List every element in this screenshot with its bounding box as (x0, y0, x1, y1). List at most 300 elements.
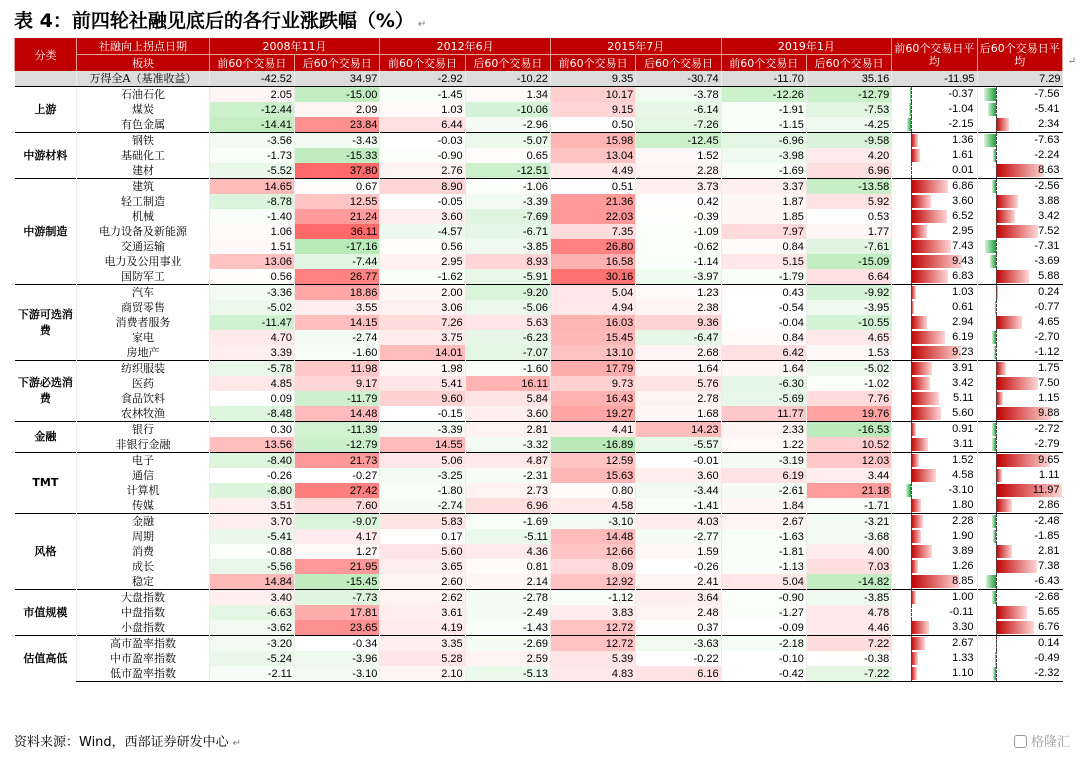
avg-bar-cell (977, 559, 1062, 574)
table-row (15, 133, 1063, 149)
value-cell: -3.78 (636, 87, 721, 103)
value-cell: -0.05 (380, 194, 465, 209)
value-cell: -3.20 (209, 636, 294, 652)
sector-name: 银行 (77, 422, 210, 438)
value-cell: -0.09 (721, 620, 806, 636)
value-cell: 18.86 (295, 285, 380, 301)
avg-bar (911, 637, 926, 650)
sector-name: 房地产 (77, 345, 210, 361)
value-cell: 1.53 (806, 345, 891, 361)
bar-axis (996, 239, 997, 254)
avg-bar-cell (977, 483, 1062, 498)
value-cell: 1.23 (636, 285, 721, 301)
value-cell: 12.72 (550, 636, 635, 652)
avg-bar (911, 407, 942, 420)
value-cell: -2.18 (721, 636, 806, 652)
bar-axis (996, 620, 997, 635)
header-period-2019: 2019年1月 (721, 38, 892, 55)
value-cell: 10.17 (550, 87, 635, 103)
avg-value: -0.49 (1034, 652, 1060, 664)
table-row (15, 468, 1063, 483)
bar-axis (911, 605, 912, 620)
bar-axis (996, 87, 997, 102)
avg-bar (911, 270, 948, 283)
value-cell: -16.53 (806, 422, 891, 438)
value-cell: 16.03 (550, 315, 635, 330)
avg-bar-cell (977, 345, 1062, 361)
sector-name: 基础化工 (77, 148, 210, 163)
value-cell: -7.69 (465, 209, 550, 224)
value-cell: -1.09 (636, 224, 721, 239)
avg-bar-cell (977, 468, 1062, 483)
sector-name: 轻工制造 (77, 194, 210, 209)
paragraph-mark: ↵ (1067, 56, 1076, 67)
value-cell: -12.79 (295, 437, 380, 453)
watermark: 格隆汇 (1014, 731, 1070, 750)
header-after: 后60个交易日 (465, 55, 550, 72)
value-cell: 23.65 (295, 620, 380, 636)
value-cell: 7.35 (550, 224, 635, 239)
benchmark-value: -11.70 (721, 71, 806, 87)
avg-value: 6.19 (952, 331, 974, 343)
value-cell: -0.22 (636, 651, 721, 666)
bar-axis (996, 330, 997, 345)
value-cell: 7.26 (380, 315, 465, 330)
table-row (15, 574, 1063, 590)
value-cell: -0.88 (209, 544, 294, 559)
avg-value: 5.65 (1038, 606, 1060, 618)
header-after: 后60个交易日 (295, 55, 380, 72)
avg-value: 7.38 (1038, 560, 1060, 572)
bar-axis (996, 391, 997, 406)
avg-value: -7.56 (1034, 88, 1060, 100)
avg-value: 2.95 (952, 225, 974, 237)
avg-value: -2.72 (1034, 423, 1060, 435)
header-inflection-date: 社融向上拐点日期 (77, 38, 210, 55)
value-cell: -0.15 (380, 406, 465, 422)
bar-axis (911, 468, 912, 483)
avg-bar (911, 621, 929, 634)
bar-axis (996, 574, 997, 589)
value-cell: 2.00 (380, 285, 465, 301)
avg-bar-cell (977, 209, 1062, 224)
value-cell: -5.13 (465, 666, 550, 682)
avg-bar-cell (892, 666, 977, 682)
bar-axis (911, 285, 912, 300)
bar-axis (911, 239, 912, 254)
group-label: TMT (15, 453, 77, 514)
value-cell: -3.63 (636, 636, 721, 652)
bar-axis (911, 620, 912, 635)
avg-bar-cell (892, 163, 977, 179)
value-cell: 2.78 (636, 391, 721, 406)
avg-value: -0.37 (948, 88, 974, 100)
table-row (15, 194, 1063, 209)
sector-name: 稳定 (77, 574, 210, 590)
table-row (15, 605, 1063, 620)
table-row (15, 422, 1063, 438)
value-cell: -15.45 (295, 574, 380, 590)
avg-bar-cell (892, 574, 977, 590)
bar-axis (996, 666, 997, 681)
value-cell: 1.34 (465, 87, 550, 103)
bar-axis (996, 483, 997, 498)
value-cell: 2.09 (295, 102, 380, 117)
value-cell: -0.01 (636, 453, 721, 469)
value-cell: 3.60 (636, 468, 721, 483)
value-cell: -0.04 (721, 315, 806, 330)
value-cell: -7.07 (465, 345, 550, 361)
value-cell: -9.58 (806, 133, 891, 149)
header-before: 前60个交易日 (721, 55, 806, 72)
bar-axis (911, 437, 912, 452)
value-cell: 21.18 (806, 483, 891, 498)
value-cell: 6.96 (806, 163, 891, 179)
value-cell: -5.41 (209, 529, 294, 544)
bar-axis (911, 102, 912, 117)
value-cell: -2.74 (380, 498, 465, 514)
avg-bar-cell (892, 483, 977, 498)
value-cell: 2.59 (465, 651, 550, 666)
avg-bar (911, 240, 952, 253)
sector-name: 中市盈率指数 (77, 651, 210, 666)
avg-value: 1.33 (952, 652, 974, 664)
value-cell: 4.85 (209, 376, 294, 391)
bar-axis (996, 148, 997, 163)
value-cell: 4.83 (550, 666, 635, 682)
value-cell: -6.63 (209, 605, 294, 620)
benchmark-value: 9.35 (550, 71, 635, 87)
avg-bar (911, 392, 939, 405)
avg-bar (984, 88, 996, 101)
avg-bar (911, 180, 949, 193)
value-cell: -9.07 (295, 514, 380, 530)
value-cell: 1.03 (380, 102, 465, 117)
value-cell: -6.71 (465, 224, 550, 239)
value-cell: 6.96 (465, 498, 550, 514)
bar-axis (911, 209, 912, 224)
table-row (15, 102, 1063, 117)
value-cell: 1.06 (209, 224, 294, 239)
avg-value: -3.10 (948, 484, 974, 496)
avg-bar-cell (977, 315, 1062, 330)
value-cell: -1.80 (380, 483, 465, 498)
avg-value: 1.00 (952, 591, 974, 603)
value-cell: -0.03 (380, 133, 465, 149)
value-cell: -3.97 (636, 269, 721, 285)
table-row (15, 483, 1063, 498)
avg-value: -7.31 (1034, 240, 1060, 252)
bar-axis (996, 636, 997, 651)
value-cell: 1.64 (636, 361, 721, 377)
avg-bar (911, 560, 918, 573)
avg-bar-cell (892, 514, 977, 530)
value-cell: 14.48 (550, 529, 635, 544)
avg-bar-cell (892, 590, 977, 606)
avg-value: 1.36 (952, 134, 974, 146)
value-cell: 14.23 (636, 422, 721, 438)
value-cell: 3.40 (209, 590, 294, 606)
avg-value: 1.61 (952, 149, 974, 161)
bar-axis (911, 406, 912, 421)
bar-axis (996, 605, 997, 620)
avg-value: 1.10 (952, 667, 974, 679)
bar-axis (996, 163, 997, 178)
sector-name: 食品饮料 (77, 391, 210, 406)
avg-bar-cell (892, 102, 977, 117)
value-cell: -0.34 (295, 636, 380, 652)
group-label: 金融 (15, 422, 77, 453)
avg-bar (911, 530, 921, 543)
value-cell: 5.83 (380, 514, 465, 530)
value-cell: 4.20 (806, 148, 891, 163)
avg-bar (911, 652, 918, 665)
value-cell: -6.30 (721, 376, 806, 391)
avg-bar-cell (892, 345, 977, 361)
value-cell: 4.19 (380, 620, 465, 636)
group-label: 风格 (15, 514, 77, 590)
avg-value: 0.01 (952, 164, 974, 176)
value-cell: 11.98 (295, 361, 380, 377)
bar-axis (911, 179, 912, 194)
bar-axis (996, 254, 997, 269)
avg-value: 3.42 (1038, 210, 1060, 222)
table-row (15, 315, 1063, 330)
value-cell: -1.69 (465, 514, 550, 530)
group-label: 中游材料 (15, 133, 77, 179)
value-cell: 36.11 (295, 224, 380, 239)
avg-value: -5.41 (1034, 103, 1060, 115)
avg-bar-cell (892, 133, 977, 149)
avg-bar (911, 210, 947, 223)
avg-value: 9.88 (1038, 407, 1060, 419)
value-cell: 15.98 (550, 133, 635, 149)
value-cell: 21.36 (550, 194, 635, 209)
bar-axis (996, 651, 997, 666)
value-cell: 2.95 (380, 254, 465, 269)
bar-axis (911, 590, 912, 605)
value-cell: -1.02 (806, 376, 891, 391)
value-cell: 2.05 (209, 87, 294, 103)
table-title: 表 4：前四轮社融见底后的各行业涨跌幅（%） ↵ (14, 10, 427, 32)
value-cell: 1.87 (721, 194, 806, 209)
avg-bar (985, 240, 996, 253)
bar-axis (996, 422, 997, 437)
avg-bar-cell (892, 194, 977, 209)
sector-name: 建筑 (77, 179, 210, 195)
bar-axis (996, 468, 997, 483)
table-row (15, 559, 1063, 574)
avg-bar-cell (977, 133, 1062, 149)
avg-value: -6.43 (1034, 575, 1060, 587)
group-label: 中游制造 (15, 179, 77, 285)
avg-value: -0.11 (949, 606, 974, 618)
value-cell: 6.42 (721, 345, 806, 361)
value-cell: -5.07 (465, 133, 550, 149)
bar-axis (911, 376, 912, 391)
value-cell: -2.74 (295, 330, 380, 345)
benchmark-group-cell (15, 71, 77, 87)
value-cell: -3.85 (806, 590, 891, 606)
value-cell: -10.06 (465, 102, 550, 117)
value-cell: 2.67 (721, 514, 806, 530)
table-row (15, 239, 1063, 254)
value-cell: 9.36 (636, 315, 721, 330)
value-cell: 4.49 (550, 163, 635, 179)
avg-value: 0.61 (952, 301, 974, 313)
value-cell: 12.72 (550, 620, 635, 636)
value-cell: -1.14 (636, 254, 721, 269)
avg-value: -2.70 (1034, 331, 1060, 343)
value-cell: 5.92 (806, 194, 891, 209)
group-label: 上游 (15, 87, 77, 133)
value-cell: -2.61 (721, 483, 806, 498)
value-cell: -0.27 (295, 468, 380, 483)
table-row (15, 330, 1063, 345)
value-cell: -1.06 (465, 179, 550, 195)
avg-value: 3.60 (952, 195, 974, 207)
avg-value: -1.85 (1034, 530, 1060, 542)
benchmark-value: -2.92 (380, 71, 465, 87)
table-row (15, 529, 1063, 544)
value-cell: 4.17 (295, 529, 380, 544)
sector-name: 机械 (77, 209, 210, 224)
value-cell: 2.33 (721, 422, 806, 438)
value-cell: -15.33 (295, 148, 380, 163)
avg-bar-cell (892, 620, 977, 636)
value-cell: 0.50 (550, 117, 635, 133)
bar-axis (911, 544, 912, 559)
avg-bar-cell (977, 605, 1062, 620)
value-cell: 3.55 (295, 300, 380, 315)
avg-bar-cell (892, 224, 977, 239)
value-cell: 37.80 (295, 163, 380, 179)
header-after: 后60个交易日 (806, 55, 891, 72)
value-cell: 1.22 (721, 437, 806, 453)
avg-bar-cell (892, 391, 977, 406)
value-cell: 3.37 (721, 179, 806, 195)
value-cell: 14.55 (380, 437, 465, 453)
value-cell: 2.76 (380, 163, 465, 179)
bar-axis (911, 148, 912, 163)
avg-bar-cell (977, 406, 1062, 422)
value-cell: 27.42 (295, 483, 380, 498)
value-cell: -2.77 (636, 529, 721, 544)
value-cell: -0.62 (636, 239, 721, 254)
value-cell: 15.63 (550, 468, 635, 483)
table-row (15, 285, 1063, 301)
header-before: 前60个交易日 (380, 55, 465, 72)
value-cell: -3.32 (465, 437, 550, 453)
bar-axis (911, 330, 912, 345)
sector-name: 汽车 (77, 285, 210, 301)
value-cell: -11.39 (295, 422, 380, 438)
bar-axis (911, 163, 912, 178)
bar-axis (911, 636, 912, 651)
benchmark-value: 34.97 (295, 71, 380, 87)
bar-axis (911, 483, 912, 498)
avg-bar-cell (892, 636, 977, 652)
bar-axis (911, 391, 912, 406)
sector-name: 石油石化 (77, 87, 210, 103)
value-cell: 0.84 (721, 330, 806, 345)
avg-bar-cell (892, 422, 977, 438)
value-cell: 10.52 (806, 437, 891, 453)
avg-value: 0.24 (1038, 286, 1060, 298)
avg-bar-cell (977, 224, 1062, 239)
avg-bar-cell (977, 102, 1062, 117)
avg-bar-cell (892, 179, 977, 195)
avg-bar (996, 499, 1012, 512)
bar-axis (911, 254, 912, 269)
bar-axis (996, 514, 997, 529)
value-cell: 5.04 (721, 574, 806, 590)
avg-bar-cell (977, 194, 1062, 209)
value-cell: -1.81 (721, 544, 806, 559)
value-cell: -0.39 (636, 209, 721, 224)
bar-axis (996, 300, 997, 315)
value-cell: -5.78 (209, 361, 294, 377)
value-cell: 2.68 (636, 345, 721, 361)
value-cell: -9.20 (465, 285, 550, 301)
avg-bar-cell (892, 239, 977, 254)
value-cell: -0.90 (721, 590, 806, 606)
avg-value: 4.65 (1038, 316, 1060, 328)
header-avg-before: 前60个交易日平均 (892, 38, 977, 71)
bar-axis (996, 179, 997, 194)
avg-bar-cell (977, 87, 1062, 103)
value-cell: 2.73 (465, 483, 550, 498)
avg-bar-cell (892, 544, 977, 559)
value-cell: -1.62 (380, 269, 465, 285)
value-cell: -3.36 (209, 285, 294, 301)
avg-value: 5.60 (952, 407, 974, 419)
value-cell: -1.43 (465, 620, 550, 636)
value-cell: -5.91 (465, 269, 550, 285)
avg-bar-cell (892, 376, 977, 391)
bar-axis (911, 269, 912, 284)
value-cell: 3.35 (380, 636, 465, 652)
value-cell: 13.10 (550, 345, 635, 361)
bar-axis (911, 498, 912, 513)
value-cell: -2.96 (465, 117, 550, 133)
avg-value: 11.97 (1032, 484, 1060, 496)
sector-name: 非银行金融 (77, 437, 210, 453)
avg-value: 1.80 (952, 499, 974, 511)
table-row (15, 651, 1063, 666)
avg-value: 2.67 (952, 637, 974, 649)
avg-value: 3.91 (952, 362, 974, 374)
avg-bar-cell (977, 269, 1062, 285)
value-cell: -1.60 (465, 361, 550, 377)
table-row (15, 636, 1063, 652)
avg-bar-cell (892, 254, 977, 269)
value-cell: 3.60 (465, 406, 550, 422)
avg-bar-cell (892, 361, 977, 377)
avg-bar (996, 195, 1017, 208)
bar-axis (996, 590, 997, 605)
value-cell: 3.65 (380, 559, 465, 574)
value-cell: 21.95 (295, 559, 380, 574)
avg-value: -2.48 (1034, 515, 1060, 527)
avg-bar-cell (892, 498, 977, 514)
sector-name: 电力及公用事业 (77, 254, 210, 269)
value-cell: -3.85 (465, 239, 550, 254)
avg-bar (986, 575, 996, 588)
bar-axis (911, 574, 912, 589)
sector-name: 低市盈率指数 (77, 666, 210, 682)
header-before: 前60个交易日 (209, 55, 294, 72)
